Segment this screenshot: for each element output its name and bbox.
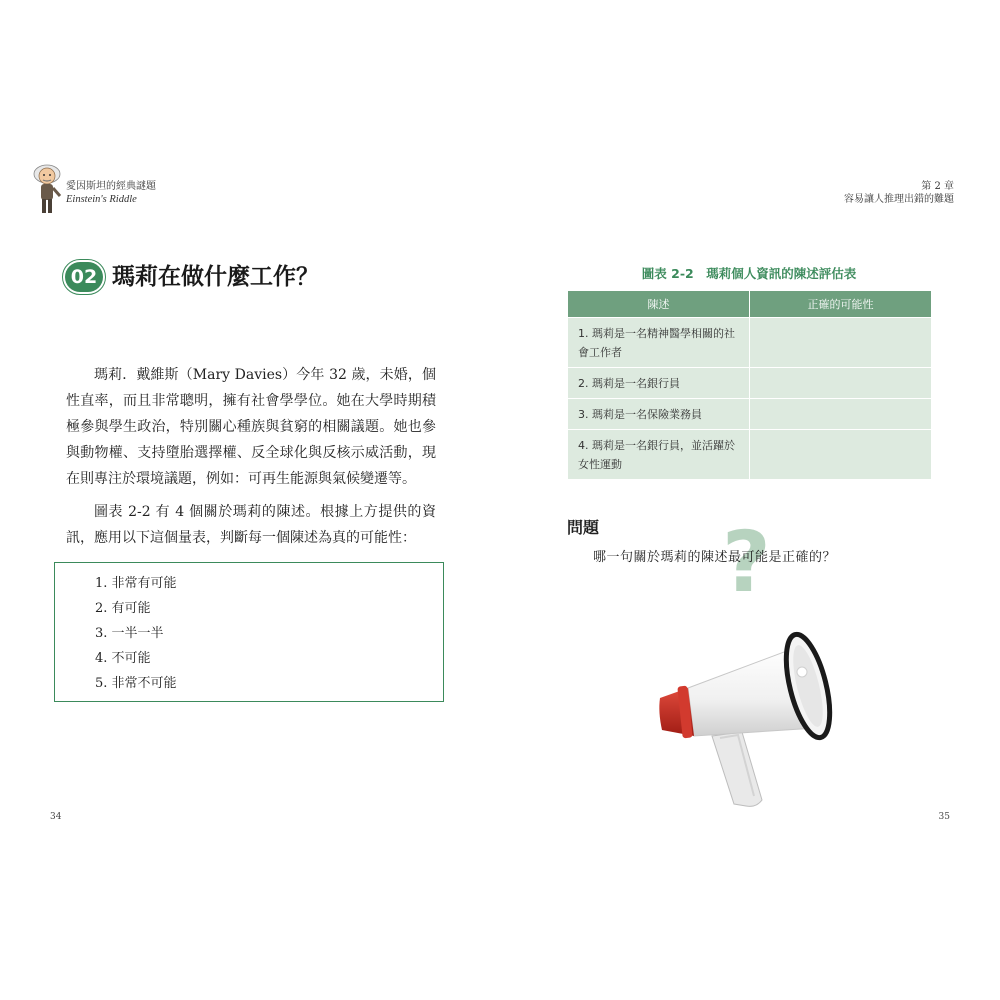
chapter-title: 容易讓人推理出錯的難題	[844, 194, 954, 205]
likelihood-scale-list	[95, 571, 177, 696]
paragraph-2	[66, 499, 436, 551]
statement-table	[567, 290, 932, 480]
scale-item: 1. 非常有可能	[95, 576, 177, 591]
question-text: 哪一句關於瑪莉的陳述最可能是正確的？	[593, 550, 837, 565]
paragraph-1-text: 瑪莉．戴維斯（Mary Davies）今年 32 歲，未婚，個性直率，而且非常聰明，擁有社會學學位。她在大學時期積極參與學生政治，特別關心種族與貧窮的相關議題。她也參與動物權、支持墮胎選擇權、反全球化與反核示威活動，現在則專注於環境議題，例如：可再生能源與氣候變遷等。	[66, 367, 436, 487]
book-title-en: Einstein's Riddle	[66, 194, 137, 205]
page-number-left: 34	[50, 812, 62, 822]
scale-item: 3. 一半一半	[95, 626, 164, 641]
table-row	[568, 318, 932, 368]
table-title: 圖表 2-2 瑪莉個人資訊的陳述評估表	[641, 266, 857, 281]
table-cell-likelihood	[750, 430, 932, 480]
einstein-caricature-icon	[30, 162, 64, 216]
paragraph-1	[66, 362, 436, 492]
book-title-zh: 愛因斯坦的經典謎題	[66, 181, 156, 192]
chapter-number: 第 2 章	[921, 181, 954, 192]
question-heading: 問題	[567, 518, 600, 537]
section-number-badge: 02	[65, 262, 103, 292]
paragraph-2-text: 圖表 2-2 有 4 個關於瑪莉的陳述。根據上方提供的資訊，應用以下這個量表，判斷每一個陳述為真的可能性：	[66, 504, 436, 546]
table-row	[568, 399, 932, 430]
table-cell-likelihood	[750, 318, 932, 368]
table-header-row	[568, 291, 932, 318]
table-cell-statement: 4. 瑪莉是一名銀行員，並活躍於女性運動	[568, 430, 750, 480]
page-title: 瑪莉在做什麼工作？	[112, 263, 319, 290]
table-row	[568, 368, 932, 399]
table-cell-statement: 1. 瑪莉是一名精神醫學相關的社會工作者	[568, 318, 750, 368]
table-row	[568, 430, 932, 480]
running-header-right	[844, 180, 954, 206]
megaphone-icon	[650, 628, 835, 813]
scale-item: 2. 有可能	[95, 601, 151, 616]
table-header-likelihood: 正確的可能性	[750, 291, 932, 318]
table-header-statement: 陳述	[568, 291, 750, 318]
table-cell-likelihood	[750, 368, 932, 399]
page-number-right: 35	[938, 812, 950, 822]
scale-item: 4. 不可能	[95, 651, 151, 666]
table-cell-statement: 2. 瑪莉是一名銀行員	[568, 368, 750, 399]
table-cell-likelihood	[750, 399, 932, 430]
table-cell-statement: 3. 瑪莉是一名保險業務員	[568, 399, 750, 430]
running-header-left	[66, 180, 156, 206]
likelihood-scale-box	[54, 562, 444, 702]
question-mark-decoration: ?	[722, 513, 771, 611]
scale-item: 5. 非常不可能	[95, 676, 177, 691]
